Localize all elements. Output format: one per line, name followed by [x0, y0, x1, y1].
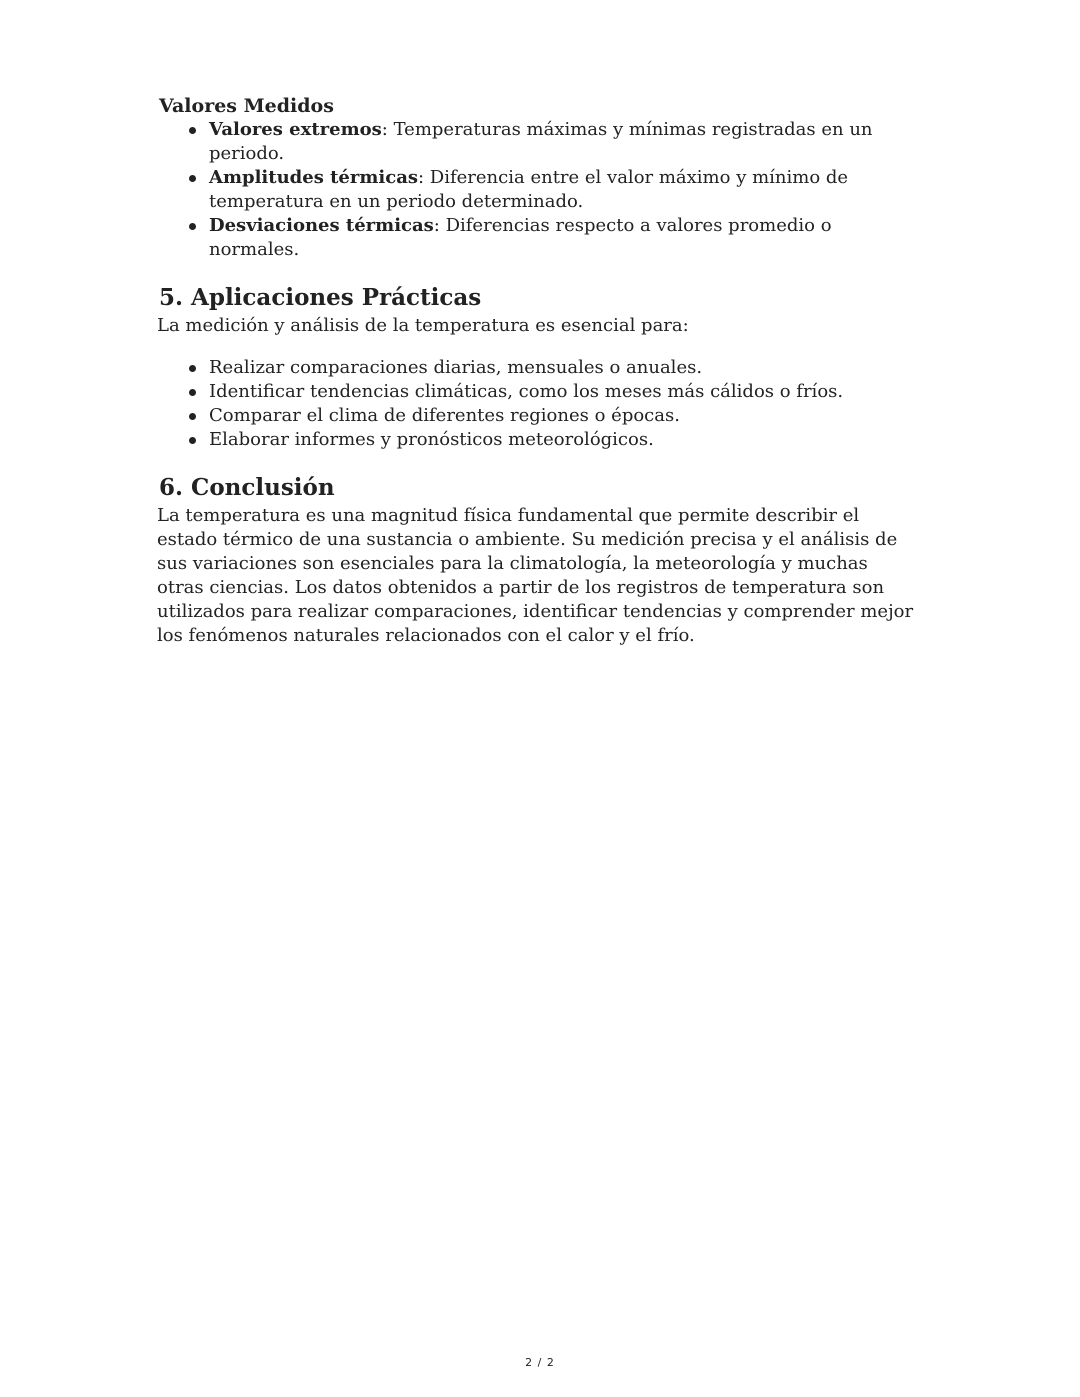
list-item [209, 118, 917, 166]
valores-medidos-list [157, 118, 917, 262]
subheading-valores-medidos: Valores Medidos [159, 95, 334, 117]
list-item: Comparar el clima de diferentes regiones o épocas. [209, 404, 917, 428]
list-item: Identificar tendencias climáticas, como los meses más cálidos o fríos. [209, 380, 917, 404]
term-description: : Diferencias respecto a valores promedio o normales. [209, 215, 832, 260]
term-label: Amplitudes térmicas [209, 167, 419, 188]
aplicaciones-list [157, 356, 917, 452]
term-description: : Temperaturas máximas y mínimas registradas en un periodo. [209, 119, 873, 164]
document-page [157, 94, 917, 648]
section-heading-aplicaciones: 5. Aplicaciones Prácticas [159, 284, 482, 311]
list-item: Realizar comparaciones diarias, mensuales o anuales. [209, 356, 917, 380]
page-number: 2 / 2 [525, 1356, 555, 1369]
list-item: Elaborar informes y pronósticos meteorológicos. [209, 428, 917, 452]
term-description: : Diferencia entre el valor máximo y mínimo de temperatura en un periodo determinado. [209, 167, 849, 212]
aplicaciones-intro: La medición y análisis de la temperatura es esencial para: [157, 315, 689, 336]
list-item [209, 214, 917, 262]
section-heading-conclusion: 6. Conclusión [159, 474, 335, 501]
term-label: Desviaciones térmicas [209, 215, 434, 236]
conclusion-paragraph: La temperatura es una magnitud física fundamental que permite describir el estado térmico de una sustancia o ambiente. Su medición precisa y el análisis de sus variaciones son esenciales para la climatología, la meteorología y muchas otras ciencias. Los datos obtenidos a partir de los registros de temperatura son utilizados para realizar comparaciones, identificar tendencias y comprender mejor los fenómenos naturales relacionados con el calor y el frío. [157, 505, 914, 646]
list-item [209, 166, 917, 214]
term-label: Valores extremos [209, 119, 382, 140]
